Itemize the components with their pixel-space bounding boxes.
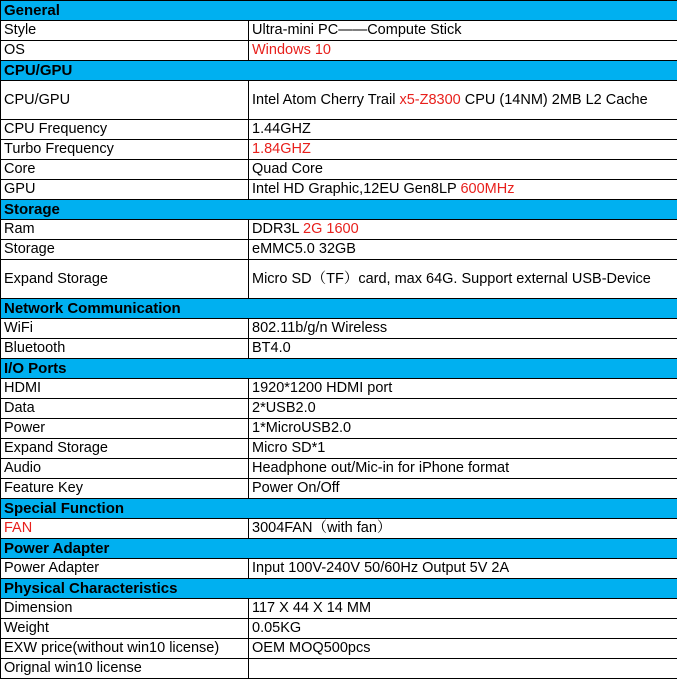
section-header: Physical Characteristics xyxy=(1,579,677,599)
spec-label: Core xyxy=(1,160,249,180)
spec-value: 0.05KG xyxy=(249,619,677,639)
spec-label: Dimension xyxy=(1,599,249,619)
section-header: CPU/GPU xyxy=(1,61,677,81)
spec-value: 2*USB2.0 xyxy=(249,399,677,419)
spec-label: Bluetooth xyxy=(1,339,249,359)
spec-row-feature-key xyxy=(1,479,677,499)
section-physical xyxy=(1,579,677,599)
spec-row-expand-storage xyxy=(1,260,677,299)
spec-value: 1.84GHZ xyxy=(249,140,677,160)
section-header: Storage xyxy=(1,200,677,220)
spec-label: Expand Storage xyxy=(1,260,249,299)
spec-row-dimension xyxy=(1,599,677,619)
spec-label: Audio xyxy=(1,459,249,479)
spec-value: OEM MOQ500pcs xyxy=(249,639,677,659)
spec-label: Style xyxy=(1,21,249,41)
spec-row-data xyxy=(1,399,677,419)
spec-label: Orignal win10 license xyxy=(1,659,249,679)
section-cpu-gpu xyxy=(1,61,677,81)
section-header: Special Function xyxy=(1,499,677,519)
value-text: CPU (14NM) 2MB L2 Cache xyxy=(460,91,648,108)
spec-label: Power Adapter xyxy=(1,559,249,579)
spec-label: Power xyxy=(1,419,249,439)
spec-value: BT4.0 xyxy=(249,339,677,359)
spec-row-storage xyxy=(1,240,677,260)
spec-row-cpu-gpu xyxy=(1,81,677,120)
spec-row-power xyxy=(1,419,677,439)
spec-row-gpu xyxy=(1,180,677,200)
spec-value: Input 100V-240V 50/60Hz Output 5V 2A xyxy=(249,559,677,579)
value-text: Intel HD Graphic,12EU Gen8LP xyxy=(252,181,461,197)
section-storage xyxy=(1,200,677,220)
spec-row-wifi xyxy=(1,319,677,339)
spec-row-os xyxy=(1,41,677,61)
spec-value: 117 X 44 X 14 MM xyxy=(249,599,677,619)
spec-label: GPU xyxy=(1,180,249,200)
spec-value: eMMC5.0 32GB xyxy=(249,240,677,260)
spec-label: Data xyxy=(1,399,249,419)
spec-label: Expand Storage xyxy=(1,439,249,459)
spec-label: OS xyxy=(1,41,249,61)
spec-value: 1920*1200 HDMI port xyxy=(249,379,677,399)
spec-value: Micro SD*1 xyxy=(249,439,677,459)
spec-row-hdmi xyxy=(1,379,677,399)
spec-row-ram xyxy=(1,220,677,240)
spec-row-weight xyxy=(1,619,677,639)
spec-label: HDMI xyxy=(1,379,249,399)
spec-value: 1.44GHZ xyxy=(249,120,677,140)
spec-value xyxy=(249,81,677,120)
value-text: Intel Atom Cherry Trail xyxy=(252,91,400,108)
section-general xyxy=(1,1,677,21)
section-power-adapter xyxy=(1,539,677,559)
spec-value: Ultra-mini PC——Compute Stick xyxy=(249,21,677,41)
section-special-function xyxy=(1,499,677,519)
spec-value: 1*MicroUSB2.0 xyxy=(249,419,677,439)
spec-row-audio xyxy=(1,459,677,479)
value-highlight: x5-Z8300 xyxy=(399,91,461,108)
spec-row-io-expand-storage xyxy=(1,439,677,459)
spec-value: Power On/Off xyxy=(249,479,677,499)
spec-value xyxy=(249,220,677,240)
spec-row-power-adapter xyxy=(1,559,677,579)
value-highlight: 600MHz xyxy=(460,181,515,197)
spec-label: EXW price(without win10 license) xyxy=(1,639,249,659)
spec-row-win10-license xyxy=(1,659,677,679)
spec-value xyxy=(249,659,677,679)
section-header: Network Communication xyxy=(1,299,677,319)
spec-row-turbo-frequency xyxy=(1,140,677,160)
spec-row-style xyxy=(1,21,677,41)
spec-label: CPU/GPU xyxy=(1,81,249,120)
section-header: I/O Ports xyxy=(1,359,677,379)
spec-label: Weight xyxy=(1,619,249,639)
spec-label: FAN xyxy=(1,519,249,539)
section-io-ports xyxy=(1,359,677,379)
spec-row-fan xyxy=(1,519,677,539)
section-header: Power Adapter xyxy=(1,539,677,559)
spec-value: 802.11b/g/n Wireless xyxy=(249,319,677,339)
spec-value: 3004FAN（with fan） xyxy=(249,519,677,539)
spec-label: Feature Key xyxy=(1,479,249,499)
spec-row-cpu-frequency xyxy=(1,120,677,140)
section-network xyxy=(1,299,677,319)
spec-label: Turbo Frequency xyxy=(1,140,249,160)
spec-value: Windows 10 xyxy=(249,41,677,61)
spec-label: CPU Frequency xyxy=(1,120,249,140)
spec-value: Micro SD（TF）card, max 64G. Support external USB-Device xyxy=(249,260,677,299)
spec-row-bluetooth xyxy=(1,339,677,359)
spec-label: Storage xyxy=(1,240,249,260)
value-highlight: 2G 1600 xyxy=(303,221,359,237)
spec-value: Headphone out/Mic-in for iPhone format xyxy=(249,459,677,479)
value-text: DDR3L xyxy=(252,221,304,237)
spec-value xyxy=(249,180,677,200)
spec-label: WiFi xyxy=(1,319,249,339)
section-header: General xyxy=(1,1,677,21)
spec-row-core xyxy=(1,160,677,180)
spec-row-exw-price xyxy=(1,639,677,659)
spec-value: Quad Core xyxy=(249,160,677,180)
spec-label: Ram xyxy=(1,220,249,240)
